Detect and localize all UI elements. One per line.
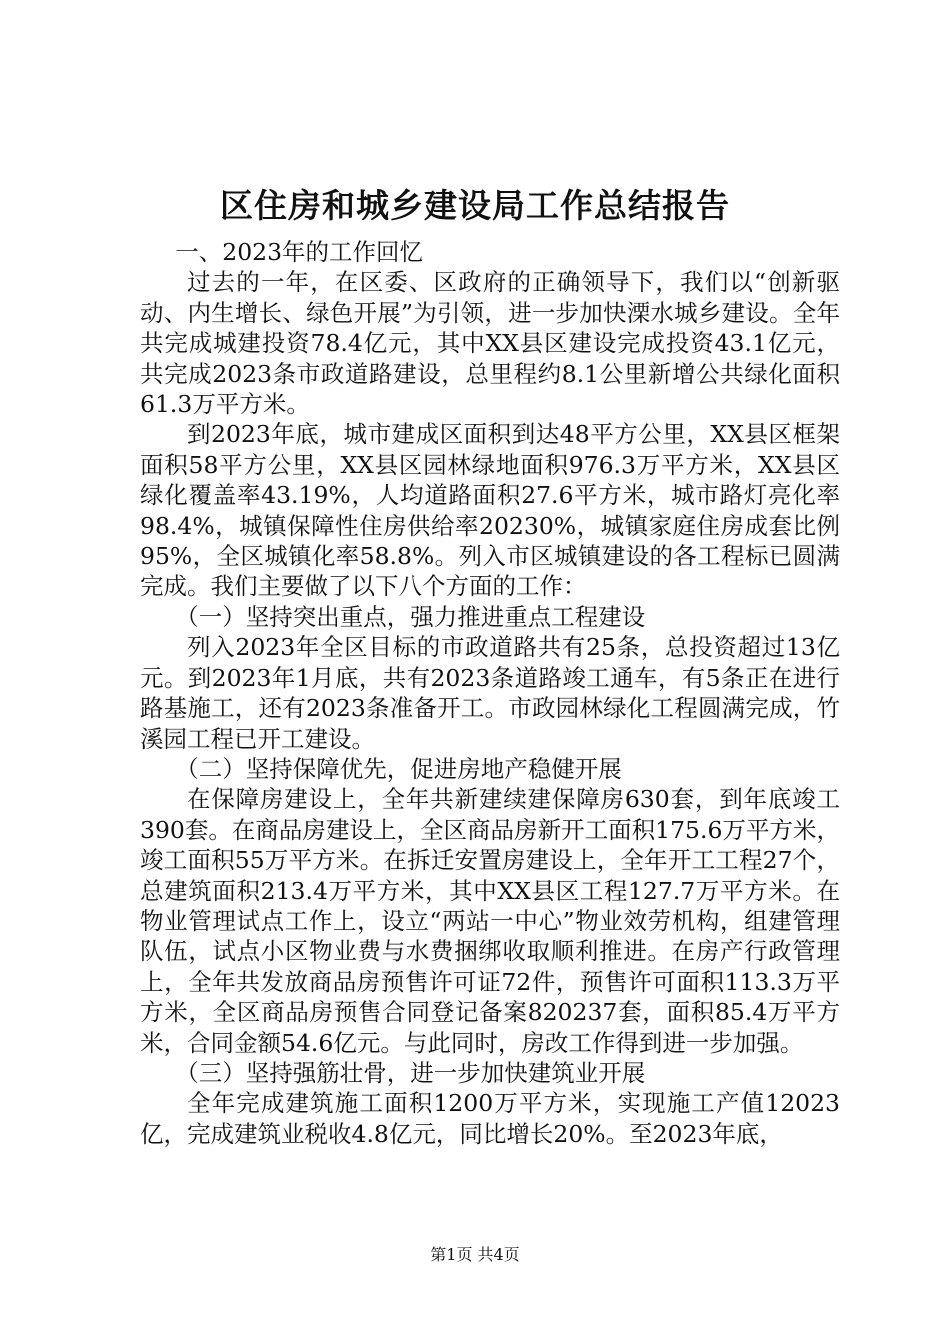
subsection-heading: （三）坚持强筋壮骨，进一步加快建筑业开展 [175,1058,646,1087]
paragraph: 列入2023年全区目标的市政道路共有25条，总投资超过13亿元。到2023年1月底，共有2023条道路竣工通车，有5条正在进行路基施工，还有2023条准备开工。市政园林绿化工程圆满完成，竹溪园工程已开工建设。 [140,633,840,753]
document-title: 区住房和城乡建设局工作总结报告 [220,186,730,225]
paragraph: 到2023年底，城市建成区面积到达48平方公里，XX县区框架面积58平方公里，XX县区园林绿地面积976.3万平方米，XX县区绿化覆盖率43.19%，人均道路面积27.6平方米，城市路灯亮化率98.4%，城镇保障性住房供给率20230%，城镇家庭住房成套比例95%，全区城镇化率58.8%。列入市区城镇建设的各工程标已圆满完成。我们主要做了以下八个方面的工作： [140,420,840,601]
subsection-heading: （二）坚持保障优先，促进房地产稳健开展 [175,754,622,783]
section-heading: 一、2023年的工作回忆 [175,238,424,266]
page-number-footer: 第1页 共4页 [430,1245,520,1264]
paragraph: 全年完成建筑施工面积1200万平方米，实现施工产值12023亿，完成建筑业税收4.8亿元，同比增长20%。至2023年底， [140,1089,840,1148]
document-body [140,237,840,1149]
paragraph: 过去的一年，在区委、区政府的正确领导下，我们以“创新驱动、内生增长、绿色开展”为引领，进一步加快溧水城乡建设。全年共完成城建投资78.4亿元，其中XX县区建设完成投资43.1亿元，共完成2023条市政道路建设，总里程约8.1公里新增公共绿化面积61.3万平方米。 [140,268,840,419]
paragraph: 在保障房建设上，全年共新建续建保障房630套，到年底竣工390套。在商品房建设上，全区商品房新开工面积175.6万平方米，竣工面积55万平方米。在拆迁安置房建设上，全年开工工程27个，总建筑面积213.4万平方米，其中XX县区工程127.7万平方米。在物业管理试点工作上，设立“两站一中心”物业效劳机构，组建管理队伍，试点小区物业费与水费捆绑收取顺利推进。在房产行政管理上，全年共发放商品房预售许可证72件，预售许可面积113.3万平方米，全区商品房预售合同登记备案820237套，面积85.4万平方米，合同金额54.6亿元。与此同时，房改工作得到进一步加强。 [140,785,840,1057]
subsection-heading: （一）坚持突出重点，强力推进重点工程建设 [175,602,646,631]
